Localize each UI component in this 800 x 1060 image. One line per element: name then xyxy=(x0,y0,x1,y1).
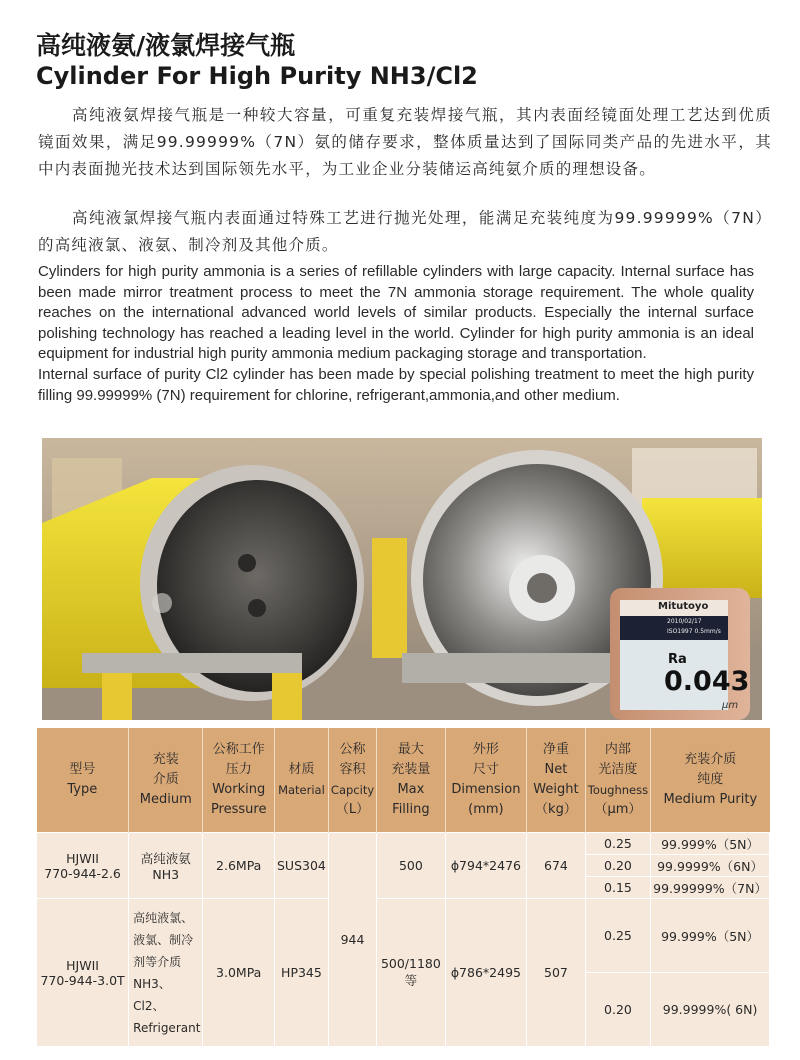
header-pressure: 公称工作 压力 Working Pressure xyxy=(203,728,275,833)
header-weight: 净重 Net Weight （kg） xyxy=(527,728,586,833)
spec-table xyxy=(36,728,770,1047)
cell-material: SUS304 xyxy=(274,833,328,899)
header-type: 型号 Type xyxy=(37,728,129,833)
header-toughness: 内部 光洁度 Toughness （μm） xyxy=(585,728,650,833)
cell-purity: 99.99999%（7N） xyxy=(651,877,770,899)
cell-max-filling: 500/1180等 xyxy=(377,899,446,1047)
cell-type: HJWII 770-944-2.6 xyxy=(37,833,129,899)
meter-brand: Mitutoyo xyxy=(658,601,709,612)
cylinder-photo xyxy=(42,438,762,720)
cell-toughness: 0.20 xyxy=(585,855,650,877)
header-purity: 充装介质 纯度 Medium Purity xyxy=(651,728,770,833)
cell-purity: 99.9999%( 6N) xyxy=(651,973,770,1047)
cell-toughness: 0.15 xyxy=(585,877,650,899)
cell-weight: 507 xyxy=(527,899,586,1047)
header-medium: 充装 介质 Medium xyxy=(129,728,203,833)
cn-paragraph-2: 高纯液氯焊接气瓶内表面通过特殊工艺进行抛光处理，能满足充装纯度为99.99999%（7N）的高纯液氯、液氨、制冷剂及其他介质。 xyxy=(38,209,772,254)
cell-medium: 高纯液氨 NH3 xyxy=(129,833,203,899)
header-max-filling: 最大 充装量 Max Filling xyxy=(377,728,446,833)
cn-paragraph-1: 高纯液氨焊接气瓶是一种较大容量，可重复充装焊接气瓶，其内表面经镜面处理工艺达到优质镜面效果，满足99.99999%（7N）氨的储存要求，整体质量达到了国际同类产品的先进水平，其中内表面抛光技术达到国际领先水平，为工业企业分装储运高纯氨介质的理想设备。 xyxy=(38,106,772,178)
meter-unit: μm xyxy=(722,700,739,711)
meter-reading: 0.043 xyxy=(664,666,750,697)
header-capacity: 公称 容积 Capcity （L） xyxy=(328,728,376,833)
meter-param: Ra xyxy=(668,652,687,667)
cell-dimension: ϕ794*2476 xyxy=(445,833,526,899)
cell-purity: 99.999%（5N） xyxy=(651,833,770,855)
cell-purity: 99.999%（5N） xyxy=(651,899,770,973)
cell-pressure: 2.6MPa xyxy=(203,833,275,899)
table-row xyxy=(37,899,770,973)
cell-material: HP345 xyxy=(274,899,328,1047)
cylinder-illustration xyxy=(42,438,762,720)
cell-toughness: 0.25 xyxy=(585,899,650,973)
header-dimension: 外形 尺寸 Dimension (mm) xyxy=(445,728,526,833)
cell-capacity: 944 xyxy=(328,833,376,1047)
cell-max-filling: 500 xyxy=(377,833,446,899)
page-title-en: Cylinder For High Purity NH3/Cl2 xyxy=(36,62,478,90)
header-material: 材质 Material xyxy=(274,728,328,833)
table-header-row xyxy=(37,728,770,833)
cell-type: HJWII 770-944-3.0T xyxy=(37,899,129,1047)
en-paragraph-2: Internal surface of purity Cl2 cylinder has been made by special polishing treatment to meet the high purity filling 99.99999% (7N) requirement for chlorine, refrigerant,ammonia,and other medium. xyxy=(38,365,754,404)
cell-weight: 674 xyxy=(527,833,586,899)
cell-pressure: 3.0MPa xyxy=(203,899,275,1047)
en-paragraph-1: Cylinders for high purity ammonia is a series of refillable cylinders with large capacity. Internal surface has been made mirror treatment process to meet the 7N ammonia storage requirement. The whole quality reaches on the international advanced world levels of similar products. Especially the internal surface polishing technology has reached a leading level in the world. Cylinder for high purity ammonia is an ideal equipment for industrial high purity ammonia medium packaging storage and transportation. xyxy=(38,263,754,363)
cell-purity: 99.9999%（6N） xyxy=(651,855,770,877)
page-title-cn: 高纯液氨/液氯焊接气瓶 xyxy=(36,31,296,60)
meter-iso: ISO1997 0.5mm/s xyxy=(667,628,721,635)
cell-toughness: 0.20 xyxy=(585,973,650,1047)
cell-medium: 高纯液氯、 液氯、制冷 剂等介质 NH3、Cl2、 Refrigerant xyxy=(129,899,203,1047)
cell-dimension: ϕ786*2495 xyxy=(445,899,526,1047)
table-row xyxy=(37,833,770,855)
meter-date: 2010/02/17 xyxy=(667,618,702,625)
en-description xyxy=(38,262,754,406)
cell-toughness: 0.25 xyxy=(585,833,650,855)
